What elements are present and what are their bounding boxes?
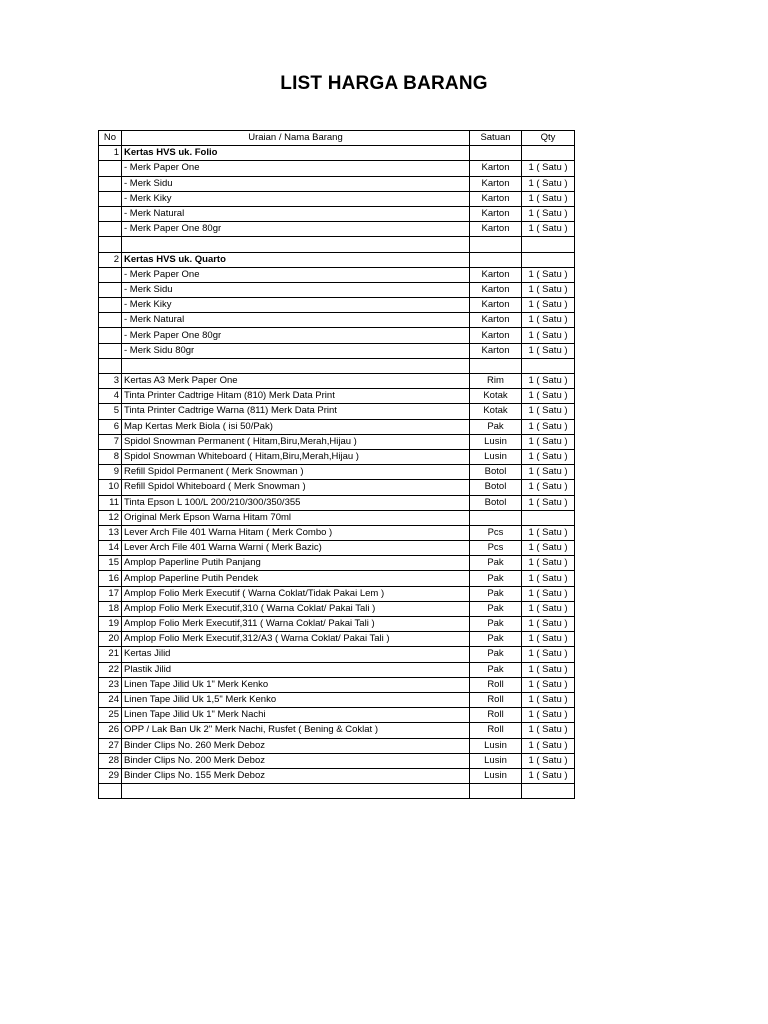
table-row <box>99 449 575 464</box>
cell-qty: 1 ( Satu ) <box>522 753 575 768</box>
table-row <box>99 267 575 282</box>
cell-satuan: Pcs <box>470 525 522 540</box>
cell-qty: 1 ( Satu ) <box>522 495 575 510</box>
cell-no: 7 <box>99 434 122 449</box>
cell-satuan: Karton <box>470 313 522 328</box>
table-row <box>99 708 575 723</box>
cell-name: Kertas HVS uk. Quarto <box>122 252 470 267</box>
cell-name: Amplop Paperline Putih Panjang <box>122 556 470 571</box>
cell-satuan: Pak <box>470 662 522 677</box>
cell-qty <box>522 784 575 799</box>
cell-qty: 1 ( Satu ) <box>522 298 575 313</box>
cell-satuan: Pak <box>470 617 522 632</box>
cell-no: 5 <box>99 404 122 419</box>
cell-no: 14 <box>99 541 122 556</box>
cell-no <box>99 222 122 237</box>
cell-no <box>99 237 122 252</box>
cell-no: 12 <box>99 510 122 525</box>
cell-name: Tinta Printer Cadtrige Hitam (810) Merk Data Print <box>122 389 470 404</box>
cell-satuan: Pcs <box>470 541 522 556</box>
cell-satuan: Roll <box>470 723 522 738</box>
cell-no <box>99 358 122 373</box>
cell-satuan: Pak <box>470 632 522 647</box>
cell-satuan: Karton <box>470 191 522 206</box>
table-row <box>99 768 575 783</box>
cell-name: Binder Clips No. 260 Merk Deboz <box>122 738 470 753</box>
cell-qty: 1 ( Satu ) <box>522 617 575 632</box>
cell-satuan: Pak <box>470 647 522 662</box>
table-row <box>99 723 575 738</box>
cell-qty <box>522 358 575 373</box>
cell-qty <box>522 252 575 267</box>
table-row <box>99 692 575 707</box>
table-row <box>99 328 575 343</box>
cell-qty: 1 ( Satu ) <box>522 708 575 723</box>
cell-satuan: Karton <box>470 222 522 237</box>
cell-satuan <box>470 146 522 161</box>
cell-no <box>99 282 122 297</box>
table-row <box>99 495 575 510</box>
cell-name: - Merk Kiky <box>122 191 470 206</box>
cell-no: 26 <box>99 723 122 738</box>
cell-satuan: Karton <box>470 161 522 176</box>
table-row <box>99 434 575 449</box>
cell-name: Lever Arch File 401 Warna Hitam ( Merk Combo ) <box>122 525 470 540</box>
table-row <box>99 389 575 404</box>
cell-satuan: Lusin <box>470 753 522 768</box>
cell-qty: 1 ( Satu ) <box>522 434 575 449</box>
cell-qty: 1 ( Satu ) <box>522 313 575 328</box>
table-row <box>99 465 575 480</box>
cell-name: - Merk Natural <box>122 206 470 221</box>
cell-qty: 1 ( Satu ) <box>522 525 575 540</box>
cell-satuan: Karton <box>470 298 522 313</box>
cell-satuan: Pak <box>470 556 522 571</box>
cell-name: Refill Spidol Whiteboard ( Merk Snowman ) <box>122 480 470 495</box>
cell-qty: 1 ( Satu ) <box>522 571 575 586</box>
cell-name: Spidol Snowman Permanent ( Hitam,Biru,Merah,Hijau ) <box>122 434 470 449</box>
cell-no: 3 <box>99 374 122 389</box>
cell-qty: 1 ( Satu ) <box>522 692 575 707</box>
cell-no: 28 <box>99 753 122 768</box>
cell-no: 1 <box>99 146 122 161</box>
table-row <box>99 222 575 237</box>
cell-name: - Merk Sidu <box>122 282 470 297</box>
cell-satuan: Lusin <box>470 768 522 783</box>
cell-qty: 1 ( Satu ) <box>522 632 575 647</box>
cell-no: 17 <box>99 586 122 601</box>
cell-qty: 1 ( Satu ) <box>522 465 575 480</box>
table-row <box>99 617 575 632</box>
cell-name: Binder Clips No. 155 Merk Deboz <box>122 768 470 783</box>
table-row <box>99 282 575 297</box>
table-row <box>99 146 575 161</box>
table-body <box>99 146 575 799</box>
cell-name: - Merk Paper One 80gr <box>122 328 470 343</box>
cell-name: Linen Tape Jilid Uk 1" Merk Nachi <box>122 708 470 723</box>
cell-name: Tinta Printer Cadtrige Warna (811) Merk Data Print <box>122 404 470 419</box>
cell-satuan <box>470 510 522 525</box>
cell-qty <box>522 237 575 252</box>
cell-satuan: Kotak <box>470 389 522 404</box>
cell-qty: 1 ( Satu ) <box>522 449 575 464</box>
cell-satuan: Botol <box>470 495 522 510</box>
cell-no <box>99 328 122 343</box>
cell-satuan: Rim <box>470 374 522 389</box>
cell-no <box>99 176 122 191</box>
cell-no: 21 <box>99 647 122 662</box>
cell-no: 16 <box>99 571 122 586</box>
table-row <box>99 419 575 434</box>
cell-qty: 1 ( Satu ) <box>522 677 575 692</box>
header-name: Uraian / Nama Barang <box>122 131 470 146</box>
cell-qty: 1 ( Satu ) <box>522 556 575 571</box>
cell-qty <box>522 510 575 525</box>
cell-name: Linen Tape Jilid Uk 1,5" Merk Kenko <box>122 692 470 707</box>
header-no: No <box>99 131 122 146</box>
cell-satuan: Roll <box>470 677 522 692</box>
cell-name <box>122 358 470 373</box>
cell-no <box>99 191 122 206</box>
cell-no: 10 <box>99 480 122 495</box>
cell-satuan: Karton <box>470 282 522 297</box>
cell-name: Amplop Folio Merk Executif,310 ( Warna Coklat/ Pakai Tali ) <box>122 601 470 616</box>
cell-qty: 1 ( Satu ) <box>522 206 575 221</box>
cell-satuan: Karton <box>470 176 522 191</box>
cell-satuan: Karton <box>470 267 522 282</box>
table-row <box>99 632 575 647</box>
cell-name: Map Kertas Merk Biola ( isi 50/Pak) <box>122 419 470 434</box>
table-row <box>99 510 575 525</box>
table-row <box>99 237 575 252</box>
cell-qty: 1 ( Satu ) <box>522 328 575 343</box>
cell-no <box>99 161 122 176</box>
cell-qty: 1 ( Satu ) <box>522 267 575 282</box>
table-row <box>99 571 575 586</box>
cell-name: Amplop Folio Merk Executif,312/A3 ( Warna Coklat/ Pakai Tali ) <box>122 632 470 647</box>
cell-qty: 1 ( Satu ) <box>522 768 575 783</box>
cell-no: 29 <box>99 768 122 783</box>
cell-qty: 1 ( Satu ) <box>522 419 575 434</box>
cell-qty: 1 ( Satu ) <box>522 647 575 662</box>
table-row <box>99 176 575 191</box>
cell-qty: 1 ( Satu ) <box>522 282 575 297</box>
cell-qty: 1 ( Satu ) <box>522 586 575 601</box>
cell-name: Amplop Folio Merk Executif ( Warna Coklat/Tidak Pakai Lem ) <box>122 586 470 601</box>
cell-name: Binder Clips No. 200 Merk Deboz <box>122 753 470 768</box>
table-row <box>99 784 575 799</box>
cell-qty: 1 ( Satu ) <box>522 662 575 677</box>
cell-satuan <box>470 358 522 373</box>
cell-name: Kertas A3 Merk Paper One <box>122 374 470 389</box>
cell-no: 13 <box>99 525 122 540</box>
table-row <box>99 541 575 556</box>
table-row <box>99 252 575 267</box>
table-row <box>99 298 575 313</box>
cell-satuan: Karton <box>470 206 522 221</box>
cell-no: 20 <box>99 632 122 647</box>
table-row <box>99 601 575 616</box>
table-row <box>99 358 575 373</box>
cell-no <box>99 267 122 282</box>
cell-no: 22 <box>99 662 122 677</box>
cell-name: Linen Tape Jilid Uk 1" Merk Kenko <box>122 677 470 692</box>
cell-no: 23 <box>99 677 122 692</box>
cell-qty: 1 ( Satu ) <box>522 541 575 556</box>
cell-no <box>99 313 122 328</box>
cell-satuan: Pak <box>470 586 522 601</box>
cell-no: 27 <box>99 738 122 753</box>
cell-satuan: Pak <box>470 601 522 616</box>
table-header-row <box>99 131 575 146</box>
cell-name <box>122 237 470 252</box>
cell-name: Kertas Jilid <box>122 647 470 662</box>
cell-satuan <box>470 784 522 799</box>
table-row <box>99 753 575 768</box>
cell-qty: 1 ( Satu ) <box>522 343 575 358</box>
table-row <box>99 525 575 540</box>
table-row <box>99 480 575 495</box>
cell-name: - Merk Paper One 80gr <box>122 222 470 237</box>
table-row <box>99 191 575 206</box>
cell-qty: 1 ( Satu ) <box>522 191 575 206</box>
header-satuan: Satuan <box>470 131 522 146</box>
cell-qty: 1 ( Satu ) <box>522 389 575 404</box>
cell-satuan: Pak <box>470 571 522 586</box>
table-row <box>99 586 575 601</box>
cell-satuan <box>470 252 522 267</box>
cell-name: - Merk Sidu 80gr <box>122 343 470 358</box>
cell-satuan: Karton <box>470 343 522 358</box>
cell-satuan: Botol <box>470 480 522 495</box>
cell-satuan: Roll <box>470 708 522 723</box>
table-row <box>99 404 575 419</box>
cell-satuan: Lusin <box>470 449 522 464</box>
cell-satuan: Roll <box>470 692 522 707</box>
cell-qty: 1 ( Satu ) <box>522 374 575 389</box>
table-row <box>99 313 575 328</box>
cell-qty: 1 ( Satu ) <box>522 222 575 237</box>
cell-name: - Merk Paper One <box>122 161 470 176</box>
cell-satuan: Lusin <box>470 738 522 753</box>
cell-qty <box>522 146 575 161</box>
page-title: LIST HARGA BARANG <box>280 73 488 94</box>
table-row <box>99 161 575 176</box>
cell-no: 8 <box>99 449 122 464</box>
cell-no: 15 <box>99 556 122 571</box>
cell-qty: 1 ( Satu ) <box>522 404 575 419</box>
cell-no: 11 <box>99 495 122 510</box>
cell-name: - Merk Kiky <box>122 298 470 313</box>
cell-satuan: Pak <box>470 419 522 434</box>
cell-no: 6 <box>99 419 122 434</box>
cell-no <box>99 206 122 221</box>
cell-satuan <box>470 237 522 252</box>
cell-name: Lever Arch File 401 Warna Warni ( Merk Bazic) <box>122 541 470 556</box>
cell-qty: 1 ( Satu ) <box>522 176 575 191</box>
cell-name: Original Merk Epson Warna Hitam 70ml <box>122 510 470 525</box>
cell-no: 25 <box>99 708 122 723</box>
cell-no: 4 <box>99 389 122 404</box>
cell-qty: 1 ( Satu ) <box>522 723 575 738</box>
cell-name: - Merk Natural <box>122 313 470 328</box>
cell-name: Plastik Jilid <box>122 662 470 677</box>
cell-no: 19 <box>99 617 122 632</box>
cell-satuan: Lusin <box>470 434 522 449</box>
cell-no <box>99 343 122 358</box>
cell-no: 2 <box>99 252 122 267</box>
table-row <box>99 647 575 662</box>
cell-qty: 1 ( Satu ) <box>522 480 575 495</box>
cell-name <box>122 784 470 799</box>
cell-satuan: Botol <box>470 465 522 480</box>
cell-qty: 1 ( Satu ) <box>522 601 575 616</box>
cell-name: Tinta Epson L 100/L 200/210/300/350/355 <box>122 495 470 510</box>
cell-satuan: Kotak <box>470 404 522 419</box>
cell-no <box>99 298 122 313</box>
cell-name: Spidol Snowman Whiteboard ( Hitam,Biru,Merah,Hijau ) <box>122 449 470 464</box>
cell-name: - Merk Sidu <box>122 176 470 191</box>
cell-name: Kertas HVS uk. Folio <box>122 146 470 161</box>
table-row <box>99 343 575 358</box>
table-row <box>99 206 575 221</box>
cell-no: 9 <box>99 465 122 480</box>
cell-qty: 1 ( Satu ) <box>522 161 575 176</box>
cell-no: 18 <box>99 601 122 616</box>
table-row <box>99 556 575 571</box>
cell-no: 24 <box>99 692 122 707</box>
cell-name: Refill Spidol Permanent ( Merk Snowman ) <box>122 465 470 480</box>
cell-name: Amplop Folio Merk Executif,311 ( Warna Coklat/ Pakai Tali ) <box>122 617 470 632</box>
cell-name: OPP / Lak Ban Uk 2" Merk Nachi, Rusfet ( Bening & Coklat ) <box>122 723 470 738</box>
cell-satuan: Karton <box>470 328 522 343</box>
item-table <box>98 130 575 799</box>
table-row <box>99 677 575 692</box>
cell-qty: 1 ( Satu ) <box>522 738 575 753</box>
table-row <box>99 662 575 677</box>
cell-name: - Merk Paper One <box>122 267 470 282</box>
cell-no <box>99 784 122 799</box>
table-row <box>99 374 575 389</box>
table-row <box>99 738 575 753</box>
cell-name: Amplop Paperline Putih Pendek <box>122 571 470 586</box>
header-qty: Qty <box>522 131 575 146</box>
